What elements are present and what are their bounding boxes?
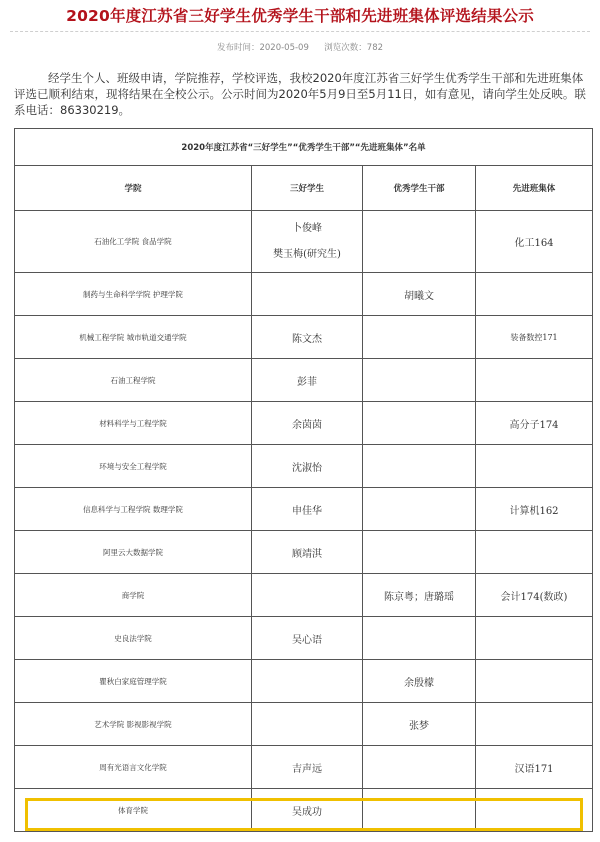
advanced-class: 高分子174 — [476, 402, 593, 445]
publish-date: 发布时间：2020-05-09 — [216, 43, 309, 53]
advanced-class — [476, 359, 593, 402]
merit-student — [252, 660, 363, 703]
table-row — [15, 488, 593, 531]
college-name: 环境与安全工程学院 — [15, 445, 252, 488]
merit-student: 彭菲 — [252, 359, 363, 402]
article-meta — [0, 41, 600, 53]
advanced-class — [476, 445, 593, 488]
merit-student: 申佳华 — [252, 488, 363, 531]
merit-student: 陈文杰 — [252, 316, 363, 359]
college-name: 机械工程学院 城市轨道交通学院 — [15, 316, 252, 359]
merit-student: 余茵茵 — [252, 402, 363, 445]
college-name: 瞿秋白家庭管理学院 — [15, 660, 252, 703]
student-cadre: 张梦 — [363, 703, 476, 746]
college-name: 石油工程学院 — [15, 359, 252, 402]
table-row — [15, 574, 593, 617]
advanced-class — [476, 617, 593, 660]
college-name: 石油化工学院 食品学院 — [15, 211, 252, 273]
table-row — [15, 746, 593, 789]
advanced-class: 化工164 — [476, 211, 593, 273]
college-name: 艺术学院 影视影视学院 — [15, 703, 252, 746]
student-cadre — [363, 531, 476, 574]
table-caption: 2020年度江苏省“三好学生”“优秀学生干部”“先进班集体”名单 — [15, 129, 593, 166]
merit-student: 顾靖淇 — [252, 531, 363, 574]
table-row — [15, 445, 593, 488]
student-cadre: 胡曦文 — [363, 273, 476, 316]
view-count: 浏览次数：782 — [324, 43, 384, 53]
student-cadre — [363, 445, 476, 488]
student-cadre: 陈京粤；唐璐瑶 — [363, 574, 476, 617]
student-cadre — [363, 488, 476, 531]
highlight-box — [25, 798, 583, 831]
advanced-class: 会计174(数政) — [476, 574, 593, 617]
column-header-college: 学院 — [15, 166, 252, 211]
student-cadre — [363, 746, 476, 789]
merit-student — [252, 574, 363, 617]
table-row — [15, 703, 593, 746]
title-divider — [10, 31, 590, 32]
advanced-class — [476, 273, 593, 316]
advanced-class: 汉语171 — [476, 746, 593, 789]
column-header-student-cadre: 优秀学生干部 — [363, 166, 476, 211]
college-name: 阿里云大数据学院 — [15, 531, 252, 574]
college-name: 材料科学与工程学院 — [15, 402, 252, 445]
merit-student: 吉声远 — [252, 746, 363, 789]
student-cadre — [363, 359, 476, 402]
merit-student: 吴心语 — [252, 617, 363, 660]
college-name: 信息科学与工程学院 数理学院 — [15, 488, 252, 531]
merit-student: 卜俊峰 樊玉梅(研究生) — [252, 211, 363, 273]
college-name: 体育学院 — [15, 789, 252, 832]
advanced-class — [476, 660, 593, 703]
table-row — [15, 273, 593, 316]
table-row — [15, 617, 593, 660]
advanced-class: 计算机162 — [476, 488, 593, 531]
college-name: 商学院 — [15, 574, 252, 617]
student-cadre — [363, 402, 476, 445]
table-row — [15, 316, 593, 359]
merit-student: 沈淑怡 — [252, 445, 363, 488]
student-cadre — [363, 316, 476, 359]
page-title: 2020年度江苏省三好学生优秀学生干部和先进班集体评选结果公示 — [66, 7, 534, 25]
student-cadre: 余殷檬 — [363, 660, 476, 703]
column-header-advanced-class: 先进班集体 — [476, 166, 593, 211]
merit-student — [252, 703, 363, 746]
merit-student — [252, 273, 363, 316]
college-name: 周有光语言文化学院 — [15, 746, 252, 789]
table-row — [15, 660, 593, 703]
student-cadre — [363, 617, 476, 660]
advanced-class: 装备数控171 — [476, 316, 593, 359]
college-name: 史良法学院 — [15, 617, 252, 660]
column-header-merit-student: 三好学生 — [252, 166, 363, 211]
table-row — [15, 359, 593, 402]
table-row — [15, 211, 593, 273]
table-row — [15, 531, 593, 574]
table-row — [15, 402, 593, 445]
advanced-class — [476, 531, 593, 574]
advanced-class — [476, 703, 593, 746]
college-name: 制药与生命科学学院 护理学院 — [15, 273, 252, 316]
honor-list-table — [14, 128, 593, 832]
student-cadre — [363, 211, 476, 273]
intro-paragraph: 经学生个人、班级申请，学院推荐，学校评选，我校2020年度江苏省三好学生优秀学生干部和先进班集体评选已顺利结束，现将结果在全校公示。公示时间为2020年5月9日至5月11日，如有意见，请向学生处反映。联系电话：86330219。 — [14, 71, 586, 117]
merit-student: 吴成功 — [252, 789, 363, 832]
